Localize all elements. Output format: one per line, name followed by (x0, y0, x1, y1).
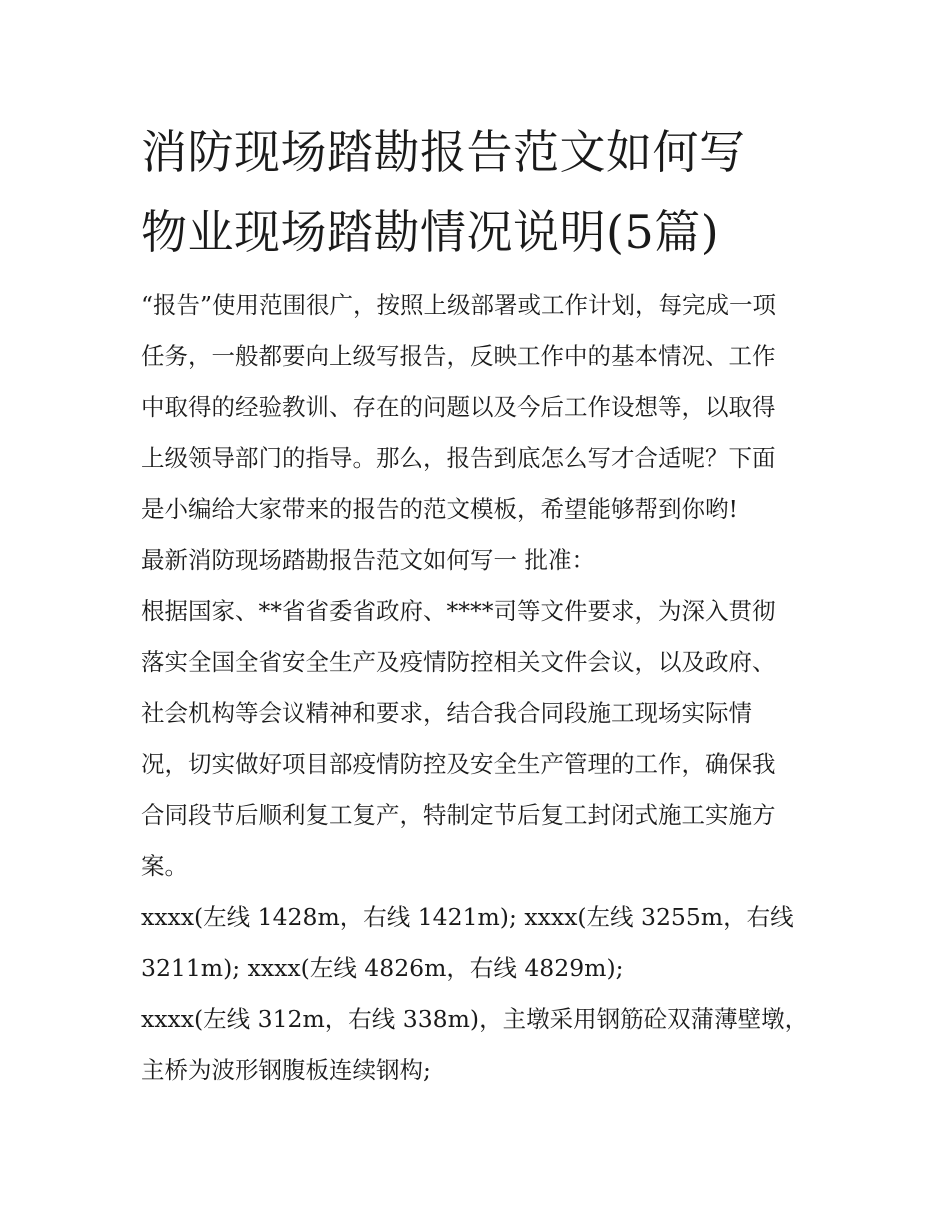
text-line: xxxx(左线 1428m，右线 1421m); xxxx(左线 3255m，右线 (141, 903, 794, 931)
document-title (141, 112, 821, 272)
text-line: 任务，一般都要向上级写报告，反映工作中的基本情况、工作 (141, 342, 776, 370)
text-line: “报告”使用范围很广，按照上级部署或工作计划，每完成一项 (141, 291, 777, 319)
text-line: 中取得的经验教训、存在的问题以及今后工作设想等，以取得 (141, 393, 776, 421)
text-line: 根据国家、**省省委省政府、****司等文件要求，为深入贯彻 (141, 597, 776, 625)
text-line: 社会机构等会议精神和要求，结合我合同段施工现场实际情 (141, 699, 752, 727)
text-line: 主桥为波形钢腹板连续钢构; (141, 1056, 431, 1084)
intro-paragraph (141, 280, 821, 535)
text-line: 落实全国全省安全生产及疫情防控相关文件会议，以及政府、 (141, 648, 776, 676)
text-line: 是小编给大家带来的报告的范文模板，希望能够帮到你哟! (141, 495, 738, 523)
title-line: 消防现场踏勘报告范文如何写 (141, 125, 746, 179)
text-line: 最新消防现场踏勘报告范文如何写一 批准： (141, 546, 595, 574)
text-line: 合同段节后顺利复工复产，特制定节后复工封闭式施工实施方 (141, 801, 776, 829)
document-body (141, 112, 821, 1096)
text-line: 上级领导部门的指导。那么，报告到底怎么写才合适呢？下面 (141, 444, 776, 472)
text-line: xxxx(左线 312m，右线 338m)，主墩采用钢筋砼双蒲薄壁墩， (141, 1005, 809, 1033)
body-paragraph (141, 892, 821, 994)
title-line: 物业现场踏勘情况说明(5篇) (141, 205, 720, 259)
section-heading (141, 535, 821, 586)
body-paragraph (141, 994, 821, 1096)
text-line: 况，切实做好项目部疫情防控及安全生产管理的工作，确保我 (141, 750, 776, 778)
text-line: 案。 (141, 852, 188, 880)
body-paragraph (141, 586, 821, 892)
text-line: 3211m); xxxx(左线 4826m，右线 4829m); (141, 954, 624, 982)
